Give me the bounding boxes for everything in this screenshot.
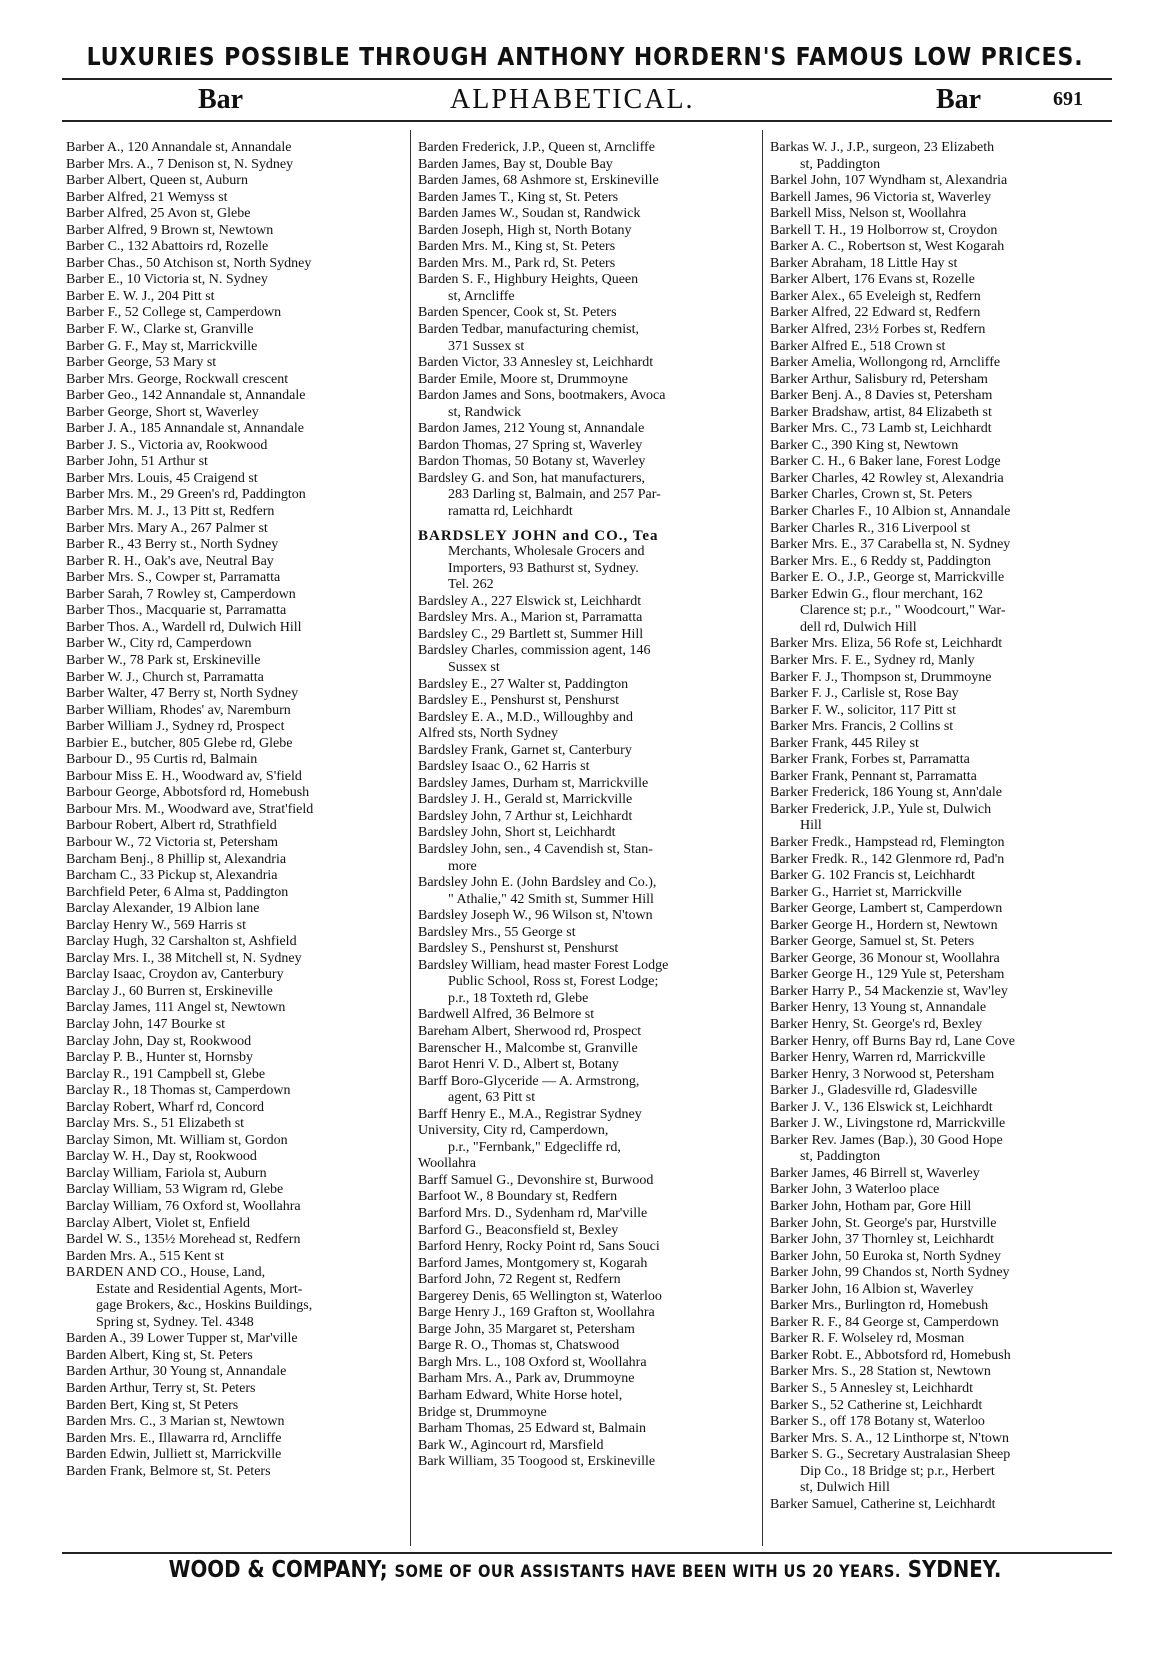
directory-entry: Barker Mrs. E., 6 Reddy st, Paddington — [770, 553, 991, 569]
directory-entry: Barclay John, 147 Bourke st — [66, 1016, 226, 1032]
directory-entry: Barden Arthur, Terry st, St. Peters — [66, 1381, 256, 1397]
directory-entry: Barden Mrs. M., Park rd, St. Peters — [418, 255, 616, 271]
directory-entry: Barclay James, 111 Angel st, Newtown — [66, 1000, 286, 1016]
directory-entry: Barker C., 390 King st, Newtown — [770, 437, 959, 453]
directory-entry: Bardsley Mrs. A., Marion st, Parramatta — [418, 610, 643, 626]
directory-entry: Barden Joseph, High st, North Botany — [418, 222, 632, 238]
directory-entry: Barber Mrs. M., 29 Green's rd, Paddington — [66, 487, 306, 503]
directory-entry: Bardsley John E. (John Bardsley and Co.), — [418, 875, 657, 891]
directory-entry: Barden Arthur, 30 Young st, Annandale — [66, 1364, 287, 1380]
directory-entry: Barker John, 50 Euroka st, North Sydney — [770, 1248, 1001, 1264]
directory-entry: Barden Albert, King st, St. Peters — [66, 1347, 253, 1363]
directory-entry: Barclay W. H., Day st, Rookwood — [66, 1149, 257, 1165]
directory-entry: Barker Charles, 42 Rowley st, Alexandria — [770, 470, 1004, 486]
directory-entry: Barker Frank, Pennant st, Parramatta — [770, 768, 977, 784]
directory-entry: Barker Frederick, J.P., Yule st, Dulwich — [770, 801, 992, 817]
directory-entry: Bareham Albert, Sherwood rd, Prospect — [418, 1023, 642, 1039]
directory-entry: Barclay Mrs. S., 51 Elizabeth st — [66, 1116, 245, 1132]
directory-entry: Barker Mrs. Francis, 2 Collins st — [770, 719, 954, 735]
directory-entry: Barclay R., 191 Campbell st, Glebe — [66, 1066, 266, 1082]
directory-entry: Barber J. S., Victoria av, Rookwood — [66, 437, 268, 453]
directory-entry: Barker Mrs. C., 73 Lamb st, Leichhardt — [770, 421, 992, 437]
directory-column-2 — [418, 140, 758, 1471]
directory-entry: Bark William, 35 Toogood st, Erskineville — [418, 1454, 656, 1470]
directory-entry: Barker Mrs. Eliza, 56 Rofe st, Leichhardt — [770, 636, 1003, 652]
directory-entry: Barfoot W., 8 Boundary st, Redfern — [418, 1189, 618, 1205]
directory-entry: Barker Robt. E., Abbotsford rd, Homebush — [770, 1347, 1011, 1363]
directory-entry: Barber Chas., 50 Atchison st, North Sydney — [66, 255, 312, 271]
directory-entry: Barff Boro-Glyceride — A. Armstrong, — [418, 1073, 640, 1089]
directory-entry: Importers, 93 Bathurst st, Sydney. — [448, 560, 639, 576]
directory-entry: Barker Mrs. F. E., Sydney rd, Manly — [770, 652, 975, 668]
directory-entry: Bargerey Denis, 65 Wellington st, Waterloo — [418, 1288, 662, 1304]
directory-entry: Barden Edwin, Julliett st, Marrickville — [66, 1447, 282, 1463]
directory-entry: Bardsley John, 7 Arthur st, Leichhardt — [418, 808, 633, 824]
directory-entry: Bardon James and Sons, bootmakers, Avoca — [418, 388, 666, 404]
bottom-rule — [62, 1552, 1112, 1554]
directory-entry: Spring st, Sydney. Tel. 4348 — [96, 1314, 254, 1330]
directory-entry: Bardsley Charles, commission agent, 146 — [418, 643, 651, 659]
directory-entry: Barclay Simon, Mt. William st, Gordon — [66, 1132, 288, 1148]
directory-entry: Barker Benj. A., 8 Davies st, Petersham — [770, 388, 993, 404]
directory-entry: Barker E. O., J.P., George st, Marrickville — [770, 570, 1005, 586]
directory-entry: Merchants, Wholesale Grocers and — [448, 544, 645, 560]
directory-entry: Barker Alfred, 22 Edward st, Redfern — [770, 305, 981, 321]
directory-entry: Barber George, 53 Mary st — [66, 355, 217, 371]
directory-entry: Barker R. F. Wolseley rd, Mosman — [770, 1331, 965, 1347]
directory-entry: Barford John, 72 Regent st, Redfern — [418, 1272, 621, 1288]
directory-entry: Barkell Miss, Nelson st, Woollahra — [770, 206, 967, 222]
directory-entry: Barber William, Rhodes' av, Naremburn — [66, 702, 291, 718]
directory-entry: agent, 63 Pitt st — [448, 1090, 536, 1106]
directory-entry: Barker Frank, Forbes st, Parramatta — [770, 752, 970, 768]
footer-advert — [82, 1557, 1088, 1583]
directory-entry: Public School, Ross st, Forest Lodge; — [448, 974, 659, 990]
directory-entry: Barker Bradshaw, artist, 84 Elizabeth st — [770, 404, 992, 420]
running-head-left: Bar — [198, 84, 244, 115]
directory-entry: Barff Samuel G., Devonshire st, Burwood — [418, 1172, 654, 1188]
directory-entry: Barker Fredk., Hampstead rd, Flemington — [770, 834, 1005, 850]
directory-entry: Barker J. W., Livingstone rd, Marrickville — [770, 1116, 1006, 1132]
directory-entry: Barenscher H., Malcombe st, Granville — [418, 1040, 638, 1056]
directory-entry: Barker Mrs., Burlington rd, Homebush — [770, 1298, 989, 1314]
directory-entry: Barcham Benj., 8 Phillip st, Alexandria — [66, 851, 287, 867]
footer-company: WOOD & COMPANY; — [168, 1557, 388, 1583]
directory-entry: Barker Rev. James (Bap.), 30 Good Hope — [770, 1132, 1003, 1148]
directory-entry: Barber Sarah, 7 Rowley st, Camperdown — [66, 586, 296, 602]
directory-entry: Barker Henry, 3 Norwood st, Petersham — [770, 1066, 995, 1082]
directory-entry: Barber Alfred, 25 Avon st, Glebe — [66, 206, 251, 222]
directory-entry: Barbour D., 95 Curtis rd, Balmain — [66, 752, 258, 768]
directory-entry: Barkas W. J., J.P., surgeon, 23 Elizabeth — [770, 140, 995, 155]
directory-entry: Barchfield Peter, 6 Alma st, Paddington — [66, 884, 289, 900]
directory-entry: Barker Henry, 13 Young st, Annandale — [770, 1000, 987, 1016]
directory-entry: Hill — [800, 818, 822, 834]
directory-entry: Barker Alex., 65 Eveleigh st, Redfern — [770, 288, 981, 304]
directory-entry: Barker Alfred, 23½ Forbes st, Redfern — [770, 322, 986, 338]
directory-entry: Barker Edwin G., flour merchant, 162 — [770, 586, 984, 602]
directory-entry: Barkell James, 96 Victoria st, Waverley — [770, 189, 992, 205]
directory-entry: Barclay Alexander, 19 Albion lane — [66, 901, 260, 917]
directory-entry: Bardon James, 212 Young st, Annandale — [418, 421, 645, 437]
directory-entry: Bardsley G. and Son, hat manufacturers, — [418, 470, 646, 486]
directory-entry: Barham Edward, White Horse hotel, — [418, 1388, 623, 1404]
directory-entry: Barber Mrs. Louis, 45 Craigend st — [66, 470, 258, 486]
directory-entry: Barker Mrs. S., 28 Station st, Newtown — [770, 1364, 991, 1380]
directory-entry: BARDEN AND CO., House, Land, — [66, 1265, 266, 1281]
column-divider — [762, 130, 763, 1546]
directory-entry: Barber John, 51 Arthur st — [66, 454, 208, 470]
directory-entry: Barbour Mrs. M., Woodward ave, Strat'field — [66, 801, 314, 817]
directory-entry: Barber William J., Sydney rd, Prospect — [66, 719, 285, 735]
directory-entry: Barber Mrs. S., Cowper st, Parramatta — [66, 570, 281, 586]
directory-entry: Barden Frank, Belmore st, St. Peters — [66, 1463, 271, 1479]
directory-entry: Barham Mrs. A., Park av, Drummoyne — [418, 1371, 635, 1387]
page-title: ALPHABETICAL. — [450, 84, 695, 115]
directory-entry: Barker George H., 129 Yule st, Petersham — [770, 967, 1005, 983]
directory-entry: Barker John, St. George's par, Hurstville — [770, 1215, 997, 1231]
directory-entry: Barker George, Samuel st, St. Peters — [770, 934, 975, 950]
directory-entry: Barker J. V., 136 Elswick st, Leichhardt — [770, 1099, 993, 1115]
directory-entry: Barker George, 36 Monour st, Woollahra — [770, 950, 1000, 966]
directory-entry: Barber F., 52 College st, Camperdown — [66, 305, 282, 321]
directory-entry: Barker John, Hotham par, Gore Hill — [770, 1199, 972, 1214]
directory-entry: Barker Abraham, 18 Little Hay st — [770, 255, 958, 271]
directory-entry: Barber Thos. A., Wardell rd, Dulwich Hill — [66, 619, 302, 635]
directory-entry: Barker C. H., 6 Baker lane, Forest Lodge — [770, 454, 1001, 470]
directory-entry: Barclay R., 18 Thomas st, Camperdown — [66, 1083, 291, 1099]
directory-entry: Barclay Mrs. I., 38 Mitchell st, N. Sydney — [66, 950, 302, 966]
directory-entry: Barker S. G., Secretary Australasian Sheep — [770, 1447, 1011, 1463]
directory-entry: Bardsley Joseph W., 96 Wilson st, N'town — [418, 908, 653, 924]
directory-entry: Bark W., Agincourt rd, Marsfield — [418, 1437, 604, 1453]
directory-entry: Barker George H., Hordern st, Newtown — [770, 917, 998, 933]
page-number: 691 — [1053, 88, 1083, 110]
directory-entry: Barker F. J., Thompson st, Drummoyne — [770, 669, 992, 685]
directory-entry: Woollahra — [418, 1156, 476, 1172]
directory-entry: Barber Geo., 142 Annandale st, Annandale — [66, 388, 306, 404]
directory-entry: st, Dulwich Hill — [800, 1480, 890, 1496]
directory-entry: dell rd, Dulwich Hill — [800, 619, 917, 635]
directory-entry: Bardsley E., 27 Walter st, Paddington — [418, 676, 629, 692]
directory-entry: Barker Samuel, Catherine st, Leichhardt — [770, 1496, 996, 1512]
directory-entry: Barge Henry J., 169 Grafton st, Woollahra — [418, 1305, 655, 1321]
directory-entry: Barber Thos., Macquarie st, Parramatta — [66, 603, 287, 619]
header-rule — [62, 120, 1112, 122]
directory-entry: Sussex st — [448, 659, 500, 675]
directory-entry: Barden Bert, King st, St Peters — [66, 1397, 239, 1413]
directory-entry: st, Randwick — [448, 404, 522, 420]
directory-entry: Bardsley Mrs., 55 George st — [418, 924, 576, 940]
directory-entry: Barclay Henry W., 569 Harris st — [66, 917, 247, 933]
running-head-right: Bar — [936, 84, 982, 115]
directory-entry: Barker G. 102 Francis st, Leichhardt — [770, 868, 975, 884]
directory-entry: Barber R. H., Oak's ave, Neutral Bay — [66, 553, 274, 569]
directory-entry: Bardsley William, head master Forest Lodge — [418, 957, 669, 973]
directory-entry: Barcham C., 33 Pickup st, Alexandria — [66, 868, 278, 884]
directory-entry: Barker Charles R., 316 Liverpool st — [770, 520, 971, 536]
directory-entry: Barford James, Montgomery st, Kogarah — [418, 1255, 648, 1271]
directory-entry: Dip Co., 18 Bridge st; p.r., Herbert — [800, 1463, 995, 1479]
directory-entry: 283 Darling st, Balmain, and 257 Par- — [448, 487, 661, 503]
directory-entry: Barker Henry, Warren rd, Marrickville — [770, 1050, 986, 1066]
directory-entry: Barber E. W. J., 204 Pitt st — [66, 288, 215, 304]
directory-entry: Barker John, 3 Waterloo place — [770, 1182, 940, 1198]
directory-entry: Barker J., Gladesville rd, Gladesville — [770, 1083, 978, 1099]
directory-entry: Barden Mrs. M., King st, St. Peters — [418, 239, 616, 255]
directory-entry: 371 Sussex st — [448, 338, 525, 354]
directory-entry: Barclay Albert, Violet st, Enfield — [66, 1215, 250, 1231]
directory-entry: Barker Charles F., 10 Albion st, Annandale — [770, 504, 1011, 520]
directory-entry: st, Paddington — [800, 1149, 881, 1165]
directory-entry: Barclay John, Day st, Rookwood — [66, 1033, 252, 1049]
directory-entry: Barden Victor, 33 Annesley st, Leichhardt — [418, 355, 654, 371]
directory-entry: Barden James W., Soudan st, Randwick — [418, 206, 641, 222]
directory-entry: Barot Henri V. D., Albert st, Botany — [418, 1057, 619, 1073]
directory-entry: Bardsley A., 227 Elswick st, Leichhardt — [418, 593, 642, 609]
directory-entry: Barden Tedbar, manufacturing chemist, — [418, 322, 639, 338]
directory-entry: Barbier E., butcher, 805 Glebe rd, Glebe — [66, 735, 293, 751]
directory-entry: Barber J. A., 185 Annandale st, Annandale — [66, 421, 304, 437]
directory-entry: " Athalie," 42 Smith st, Summer Hill — [448, 891, 654, 907]
directory-entry: Barker Mrs. E., 37 Carabella st, N. Sydney — [770, 537, 1011, 553]
directory-entry: Barber George, Short st, Waverley — [66, 404, 259, 420]
directory-entry: Barford Mrs. D., Sydenham rd, Mar'ville — [418, 1206, 648, 1221]
directory-entry: Bardel W. S., 135½ Morehead st, Redfern — [66, 1232, 301, 1248]
directory-entry: Barker S., 52 Catherine st, Leichhardt — [770, 1397, 983, 1413]
directory-entry: Barden S. F., Highbury Heights, Queen — [418, 272, 639, 288]
directory-entry: Barker F. W., solicitor, 117 Pitt st — [770, 702, 957, 718]
directory-entry: Barclay William, Fariola st, Auburn — [66, 1165, 267, 1181]
directory-entry: Barber W. J., Church st, Parramatta — [66, 669, 264, 685]
directory-entry: Bargh Mrs. L., 108 Oxford st, Woollahra — [418, 1354, 647, 1370]
directory-entry: Bardwell Alfred, 36 Belmore st — [418, 1007, 595, 1023]
directory-entry: Barker Fredk. R., 142 Glenmore rd, Pad'n — [770, 851, 1005, 867]
directory-entry: BARDSLEY JOHN and CO., Tea — [418, 527, 659, 544]
directory-entry: Barkel John, 107 Wyndham st, Alexandria — [770, 173, 1008, 189]
directory-entry: Barclay Robert, Wharf rd, Concord — [66, 1099, 265, 1115]
directory-entry: Barber Alfred, 21 Wemyss st — [66, 189, 228, 205]
directory-entry: Alfred sts, North Sydney — [418, 726, 558, 742]
directory-entry: Barge John, 35 Margaret st, Petersham — [418, 1321, 635, 1337]
directory-entry: Barford Henry, Rocky Point rd, Sans Souci — [418, 1239, 660, 1255]
directory-entry: Barclay Hugh, 32 Carshalton st, Ashfield — [66, 934, 297, 950]
directory-entry: Bardsley C., 29 Bartlett st, Summer Hill — [418, 626, 644, 642]
directory-entry: Barber F. W., Clarke st, Granville — [66, 322, 254, 338]
directory-entry: p.r., "Fernbank," Edgecliffe rd, — [448, 1139, 621, 1155]
directory-entry: Barker John, 99 Chandos st, North Sydney — [770, 1265, 1010, 1281]
directory-entry: Barber A., 120 Annandale st, Annandale — [66, 140, 292, 155]
column-divider — [410, 130, 411, 1546]
directory-entry: Barden Mrs. E., Illawarra rd, Arncliffe — [66, 1430, 282, 1446]
directory-entry: Barker George, Lambert st, Camperdown — [770, 901, 1003, 917]
directory-entry: Barford G., Beaconsfield st, Bexley — [418, 1222, 619, 1238]
directory-entry: Barbour Robert, Albert rd, Strathfield — [66, 818, 277, 834]
directory-entry: Barclay William, 53 Wigram rd, Glebe — [66, 1182, 284, 1198]
directory-entry: Barden Frederick, J.P., Queen st, Arncliffe — [418, 140, 655, 155]
directory-entry: Barker Henry, St. George's rd, Bexley — [770, 1016, 983, 1032]
directory-entry: Barker R. F., 84 George st, Camperdown — [770, 1314, 999, 1330]
directory-entry: Barker James, 46 Birrell st, Waverley — [770, 1165, 980, 1181]
directory-column-3 — [770, 140, 1115, 1513]
top-rule — [62, 78, 1112, 80]
directory-entry: Barker Alfred E., 518 Crown st — [770, 338, 946, 354]
directory-entry: Barden Mrs. A., 515 Kent st — [66, 1248, 224, 1264]
directory-entry: Barker Henry, off Burns Bay rd, Lane Cove — [770, 1033, 1015, 1049]
directory-entry: Barker S., off 178 Botany st, Waterloo — [770, 1414, 985, 1430]
directory-entry: Bardsley Isaac O., 62 Harris st — [418, 759, 590, 775]
directory-entry: Bardon Thomas, 27 Spring st, Waverley — [418, 437, 643, 453]
directory-entry: Barber Albert, Queen st, Auburn — [66, 173, 248, 189]
directory-entry: Barber C., 132 Abattoirs rd, Rozelle — [66, 239, 269, 255]
directory-entry: Bridge st, Drummoyne — [418, 1404, 547, 1420]
directory-entry: Barge R. O., Thomas st, Chatswood — [418, 1338, 620, 1354]
directory-entry: Bardsley Frank, Garnet st, Canterbury — [418, 742, 632, 758]
directory-entry: Barden Mrs. C., 3 Marian st, Newtown — [66, 1414, 285, 1430]
directory-entry: gage Brokers, &c., Hoskins Buildings, — [96, 1298, 313, 1314]
directory-entry: University, City rd, Camperdown, — [418, 1123, 609, 1139]
footer-city: SYDNEY. — [907, 1557, 1002, 1583]
directory-entry: Barff Henry E., M.A., Registrar Sydney — [418, 1106, 642, 1122]
directory-entry: Barber Walter, 47 Berry st, North Sydney — [66, 686, 299, 702]
footer-slogan: SOME OF OUR ASSISTANTS HAVE BEEN WITH US 20 YEARS. — [394, 1562, 901, 1582]
directory-entry: Barker Amelia, Wollongong rd, Arncliffe — [770, 355, 1001, 371]
directory-entry: Barber G. F., May st, Marrickville — [66, 338, 258, 354]
directory-entry: Barden James T., King st, St. Peters — [418, 189, 619, 205]
directory-entry: Barclay Isaac, Croydon av, Canterbury — [66, 967, 284, 983]
directory-entry: Barker G., Harriet st, Marrickville — [770, 884, 962, 900]
directory-entry: Barker Harry P., 54 Mackenzie st, Wav'ley — [770, 983, 1008, 999]
directory-entry: Barbour George, Abbotsford rd, Homebush — [66, 785, 310, 801]
directory-entry: Barder Emile, Moore st, Drummoyne — [418, 371, 628, 387]
directory-entry: Barker Arthur, Salisbury rd, Petersham — [770, 371, 988, 387]
directory-entry: p.r., 18 Toxteth rd, Glebe — [448, 990, 589, 1006]
directory-entry: Barber R., 43 Berry st., North Sydney — [66, 537, 279, 553]
advertising-banner: LUXURIES POSSIBLE THROUGH ANTHONY HORDERN'S FAMOUS LOW PRICES. — [86, 42, 1084, 71]
directory-entry: Barber Alfred, 9 Brown st, Newtown — [66, 222, 274, 238]
directory-entry: Barker Albert, 176 Evans st, Rozelle — [770, 272, 975, 288]
directory-entry: Barkell T. H., 19 Holborrow st, Croydon — [770, 222, 998, 238]
directory-entry: Bardsley J. H., Gerald st, Marrickville — [418, 792, 633, 808]
directory-entry: Bardsley E., Penshurst st, Penshurst — [418, 693, 620, 709]
directory-entry: Bardon Thomas, 50 Botany st, Waverley — [418, 454, 646, 470]
directory-entry: Tel. 262 — [448, 577, 494, 593]
directory-entry: Barker John, 16 Albion st, Waverley — [770, 1281, 974, 1297]
directory-entry: Barbour W., 72 Victoria st, Petersham — [66, 834, 278, 850]
directory-entry: Barker S., 5 Annesley st, Leichhardt — [770, 1381, 973, 1397]
directory-entry: Barker Frederick, 186 Young st, Ann'dale — [770, 785, 1002, 801]
directory-entry: Barker F. J., Carlisle st, Rose Bay — [770, 686, 959, 702]
directory-entry: Barber E., 10 Victoria st, N. Sydney — [66, 272, 268, 288]
directory-entry: Bardsley John, Short st, Leichhardt — [418, 825, 616, 841]
directory-entry: ramatta rd, Leichhardt — [448, 504, 573, 520]
directory-entry: Barker John, 37 Thornley st, Leichhardt — [770, 1232, 995, 1248]
directory-entry: more — [448, 858, 477, 874]
directory-entry: Barden James, Bay st, Double Bay — [418, 156, 613, 172]
directory-entry: Barber Mrs. George, Rockwall crescent — [66, 371, 289, 387]
directory-entry: Barclay J., 60 Burren st, Erskineville — [66, 983, 273, 999]
directory-entry: Bardsley S., Penshurst st, Penshurst — [418, 941, 619, 957]
directory-entry: Barker Mrs. S. A., 12 Linthorpe st, N'town — [770, 1430, 1009, 1446]
directory-entry: Barber Mrs. A., 7 Denison st, N. Sydney — [66, 156, 294, 172]
directory-entry: Clarence st; p.r., " Woodcourt," War- — [800, 603, 1006, 619]
directory-entry: Barber W., City rd, Camperdown — [66, 636, 252, 652]
directory-entry: Barbour Miss E. H., Woodward av, S'field — [66, 768, 302, 784]
directory-entry: Barber Mrs. M. J., 13 Pitt st, Redfern — [66, 504, 275, 520]
directory-entry: Barclay William, 76 Oxford st, Woollahra — [66, 1199, 301, 1214]
directory-entry: st, Arncliffe — [448, 288, 515, 304]
directory-entry: Bardsley James, Durham st, Marrickville — [418, 775, 649, 791]
directory-entry: Estate and Residential Agents, Mort- — [96, 1281, 303, 1297]
directory-entry: Barham Thomas, 25 Edward st, Balmain — [418, 1421, 646, 1437]
directory-entry: st, Paddington — [800, 156, 881, 172]
directory-entry: Barber Mrs. Mary A., 267 Palmer st — [66, 520, 268, 536]
directory-entry: Barker Frank, 445 Riley st — [770, 735, 919, 751]
directory-entry: Barclay P. B., Hunter st, Hornsby — [66, 1050, 254, 1066]
directory-entry: Barber W., 78 Park st, Erskineville — [66, 652, 261, 668]
directory-entry: Barden A., 39 Lower Tupper st, Mar'ville — [66, 1331, 298, 1347]
directory-entry: Bardsley E. A., M.D., Willoughby and — [418, 709, 633, 725]
directory-entry: Barker Charles, Crown st, St. Peters — [770, 487, 973, 503]
directory-entry: Barden James, 68 Ashmore st, Erskineville — [418, 173, 659, 189]
directory-column-1 — [66, 140, 407, 1480]
directory-entry: Barker A. C., Robertson st, West Kogarah — [770, 239, 1005, 255]
directory-entry: Bardsley John, sen., 4 Cavendish st, Stan- — [418, 841, 653, 857]
directory-entry: Barden Spencer, Cook st, St. Peters — [418, 305, 617, 321]
